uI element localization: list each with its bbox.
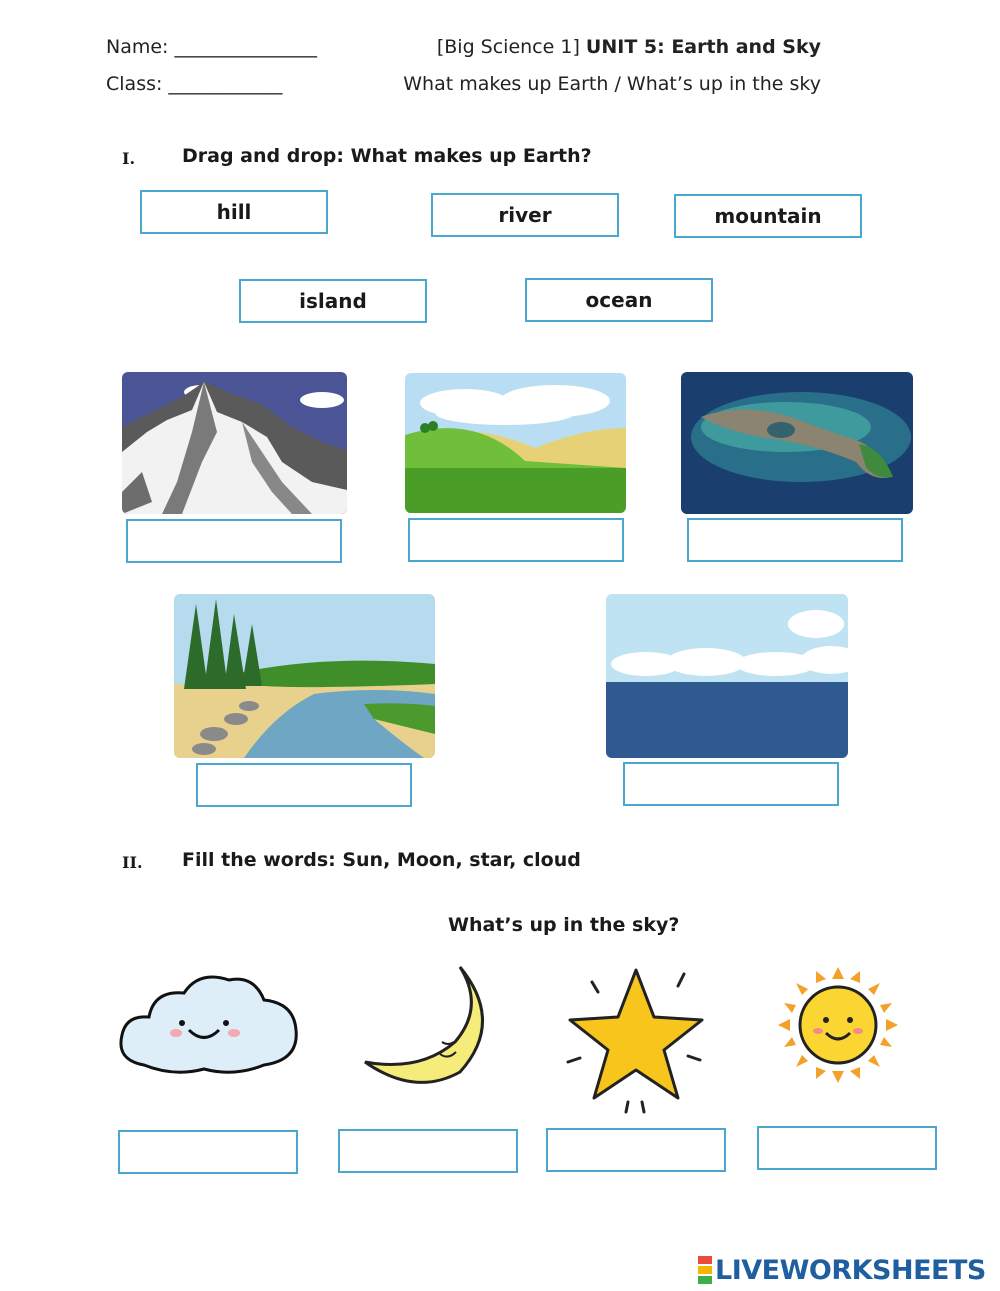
word-chip-ocean[interactable]: ocean (525, 278, 713, 322)
word-chip-island[interactable]: island (239, 279, 427, 323)
word-chip-mountain[interactable]: mountain (674, 194, 862, 238)
section-2-title: Fill the words: Sun, Moon, star, cloud (182, 849, 581, 871)
worksheet-title (437, 36, 821, 58)
island-picture (681, 372, 913, 514)
answer-input-moon[interactable] (338, 1129, 518, 1173)
river-picture (174, 594, 435, 758)
answer-input-cloud[interactable] (118, 1130, 298, 1174)
mountain-picture (122, 372, 347, 514)
sun-picture (776, 965, 900, 1085)
liveworksheets-logo (698, 1252, 986, 1288)
moon-picture (360, 962, 500, 1097)
name-field-label: Name: _______________ (106, 36, 317, 58)
answer-box-island[interactable] (687, 518, 903, 562)
ocean-picture (606, 594, 848, 758)
unit-title: UNIT 5: Earth and Sky (585, 36, 821, 58)
cloud-picture (114, 965, 302, 1080)
section-1-title: Drag and drop: What makes up Earth? (182, 145, 592, 167)
logo-text: LIVEWORKSHEETS (715, 1254, 986, 1286)
answer-input-sun[interactable] (757, 1126, 937, 1170)
answer-box-mountain[interactable] (126, 519, 342, 563)
word-chip-hill[interactable]: hill (140, 190, 328, 234)
worksheet-subtitle: What makes up Earth / What’s up in the sky (403, 73, 821, 95)
section-2-number: II. (122, 853, 143, 872)
sky-question: What’s up in the sky? (448, 914, 680, 936)
answer-input-star[interactable] (546, 1128, 726, 1172)
hill-picture (405, 373, 626, 513)
star-picture (562, 962, 710, 1116)
section-1-number: I. (122, 149, 136, 168)
course-prefix: [Big Science 1] (436, 36, 580, 58)
word-chip-river[interactable]: river (431, 193, 619, 237)
answer-box-hill[interactable] (408, 518, 624, 562)
answer-box-river[interactable] (196, 763, 412, 807)
class-field-label: Class: ____________ (106, 73, 283, 95)
logo-mark-icon (698, 1255, 712, 1285)
answer-box-ocean[interactable] (623, 762, 839, 806)
